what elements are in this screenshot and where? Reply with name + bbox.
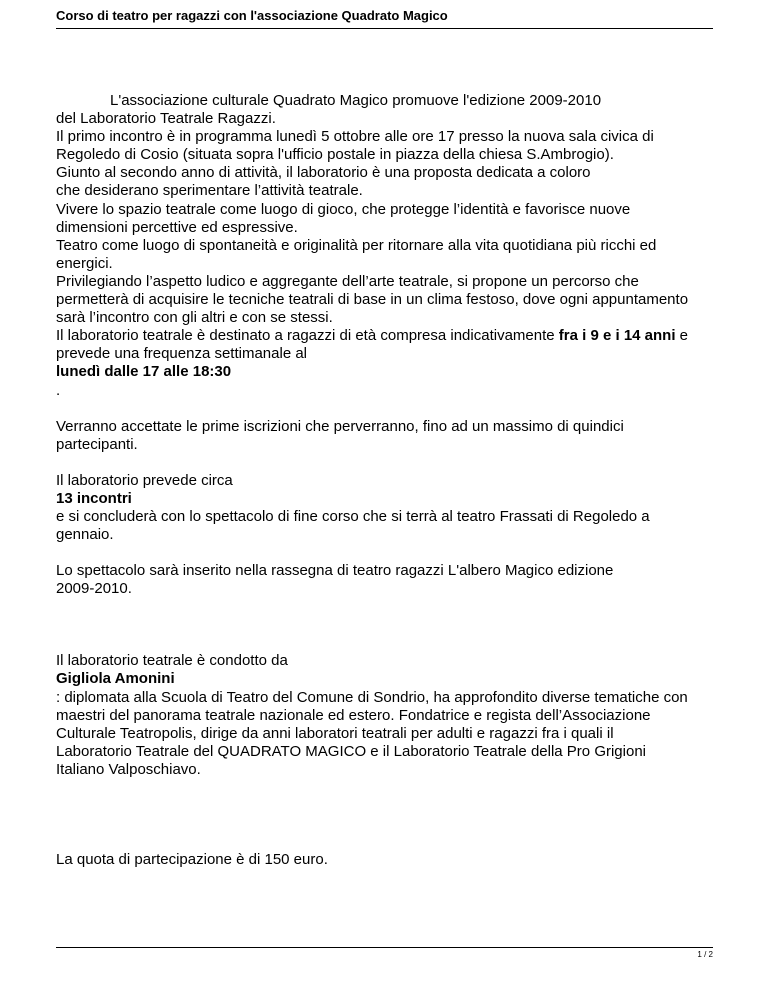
text-line: sarà l’incontro con gli altri e con se stessi. xyxy=(56,309,333,327)
schedule-text: lunedì dalle 17 alle 18:30 xyxy=(56,363,232,381)
text-line: Giunto al secondo anno di attività, il laboratorio è una proposta dedicata a coloro xyxy=(56,164,591,182)
text-line: L'associazione culturale Quadrato Magico promuove l'edizione 2009-2010 xyxy=(110,92,602,109)
text-segment: e xyxy=(675,327,689,345)
document-title: Corso di teatro per ragazzi con l'associazione Quadrato Magico xyxy=(56,8,448,23)
text-line: : diplomata alla Scuola di Teatro del Comune di Sondrio, ha approfondito diverse tematiche con xyxy=(56,688,688,706)
text-line: permetterà di acquisire le tecniche teatrali di base in un clima festoso, dove ogni appuntamento xyxy=(56,291,689,309)
text-line: che desiderano sperimentare l’attività teatrale. xyxy=(56,182,363,200)
text-line: Regoledo di Cosio (situata sopra l'ufficio postale in piazza della chiesa S.Ambrogio). xyxy=(56,146,614,164)
text-line: Italiano Valposchiavo. xyxy=(56,760,201,778)
text-line: gennaio. xyxy=(56,526,114,544)
meetings-count: 13 incontri xyxy=(56,489,132,507)
text-segment: Il laboratorio teatrale è destinato a ragazzi di età compresa indicativamente xyxy=(56,327,559,345)
text-line: Culturale Teatropolis, dirige da anni laboratori teatrali per adulti e ragazzi fra i quali il xyxy=(56,724,614,742)
text-line: Vivere lo spazio teatrale come luogo di gioco, che protegge l’identità e favorisce nuove xyxy=(56,200,631,218)
text-line: maestri del panorama teatrale nazionale ed estero. Fondatrice e regista dell’Associazione xyxy=(56,706,651,724)
fee-text: La quota di partecipazione è di 150 euro. xyxy=(56,851,328,868)
text-line: energici. xyxy=(56,254,113,272)
instructor-name: Gigliola Amonini xyxy=(56,670,175,688)
text-line: Il laboratorio prevede circa xyxy=(56,471,233,489)
text-line: Il primo incontro è in programma lunedì 5 ottobre alle ore 17 presso la nuova sala civica di xyxy=(56,128,654,146)
text-line: . xyxy=(56,381,61,399)
text-line: Laboratorio Teatrale del QUADRATO MAGICO e il Laboratorio Teatrale della Pro Grigioni xyxy=(56,742,647,760)
text-line: Verranno accettate le prime iscrizioni che perverranno, fino ad un massimo di quindici xyxy=(56,417,624,435)
text-line: Lo spettacolo sarà inserito nella rassegna di teatro ragazzi L'albero Magico edizione xyxy=(56,562,614,580)
article-body xyxy=(56,92,716,869)
page-header xyxy=(56,8,713,29)
age-range: fra i 9 e i 14 anni xyxy=(558,327,676,345)
text-line: Il laboratorio teatrale è condotto da xyxy=(56,652,288,670)
text-line: e si concluderà con lo spettacolo di fine corso che si terrà al teatro Frassati di Regoledo a xyxy=(56,507,650,525)
text-line: Privilegiando l’aspetto ludico e aggregante dell’arte teatrale, si propone un percorso che xyxy=(56,272,639,290)
text-line: prevede una frequenza settimanale al xyxy=(56,345,308,363)
text-line: 2009-2010. xyxy=(56,580,132,598)
text-line: del Laboratorio Teatrale Ragazzi. xyxy=(56,110,276,128)
text-line: dimensioni percettive ed espressive. xyxy=(56,218,298,236)
text-line: Teatro come luogo di spontaneità e originalità per ritornare alla vita quotidiana più ricchi ed xyxy=(56,236,657,254)
text-line: partecipanti. xyxy=(56,435,138,453)
text-line xyxy=(56,327,716,345)
page-footer xyxy=(56,947,713,959)
page-number: 1 / 2 xyxy=(697,950,713,959)
